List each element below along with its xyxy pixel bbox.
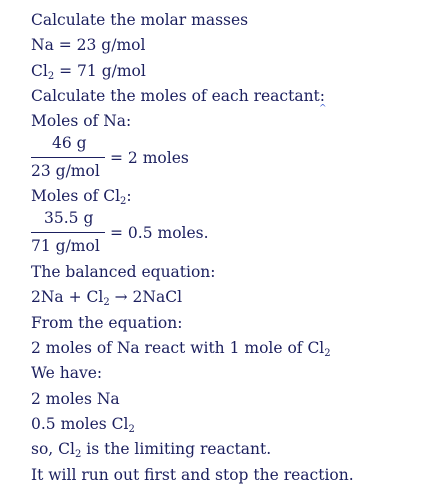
fraction-cl2-result: = 0.5 moles. [110, 224, 209, 242]
fraction-na-denominator: 23 g/mol [31, 162, 100, 180]
limiting-reactant-conclusion [31, 439, 271, 459]
moles-of-na-label: Moles of Na: [31, 112, 132, 130]
balanced-equation-products: → 2NaCl [109, 288, 183, 306]
fraction-cl2 [31, 208, 231, 260]
heading-we-have: We have: [31, 364, 103, 382]
fraction-cl2-numerator: 35.5 g [44, 209, 94, 227]
heading-moles-reactants: Calculate the moles of each reactant: ^ [31, 87, 327, 114]
balanced-equation-subscript: 2 [103, 297, 110, 308]
moles-of-cl2-text: Moles of Cl [31, 187, 121, 205]
cl2-molar-mass-value: = 71 g/mol [54, 62, 146, 80]
amount-cl2-text: 0.5 moles Cl [31, 415, 129, 433]
limiting-reactant-suffix: is the limiting reactant. [81, 440, 272, 458]
fraction-na-numerator: 46 g [52, 134, 87, 152]
heading-moles-reactants-text: Calculate the moles of each reactant: [31, 87, 326, 105]
moles-of-cl2-subscript: 2 [120, 196, 127, 207]
cl2-molar-mass [31, 61, 146, 81]
na-molar-mass: Na = 23 g/mol [31, 36, 146, 54]
moles-of-cl2-colon: : [126, 187, 132, 205]
balanced-equation [31, 287, 182, 307]
fraction-cl2-bar [31, 232, 105, 233]
stoichiometry-statement [31, 338, 331, 358]
heading-balanced-equation: The balanced equation: [31, 263, 216, 281]
stoichiometry-statement-text: 2 moles of Na react with 1 mole of Cl [31, 339, 325, 357]
limiting-reactant-prefix: so, Cl [31, 440, 75, 458]
heading-from-equation: From the equation: [31, 314, 183, 332]
heading-molar-masses: Calculate the molar masses [31, 11, 249, 29]
moles-of-cl2-label [31, 186, 132, 206]
amount-cl2-subscript: 2 [128, 424, 135, 435]
fraction-cl2-denominator: 71 g/mol [31, 237, 100, 255]
fraction-na [31, 133, 231, 185]
stoichiometry-statement-subscript: 2 [324, 348, 331, 359]
limiting-reactant-subscript: 2 [74, 449, 82, 460]
fraction-na-bar [31, 157, 105, 158]
fraction-na-result: = 2 moles [110, 149, 189, 167]
cl2-molar-mass-symbol: Cl [31, 62, 48, 80]
run-out-statement: It will run out first and stop the reaction. [31, 466, 354, 484]
amount-na: 2 moles Na [31, 390, 120, 408]
amount-cl2 [31, 414, 135, 434]
balanced-equation-reactants: 2Na + Cl [31, 288, 104, 306]
cl2-molar-mass-subscript: 2 [47, 71, 55, 82]
